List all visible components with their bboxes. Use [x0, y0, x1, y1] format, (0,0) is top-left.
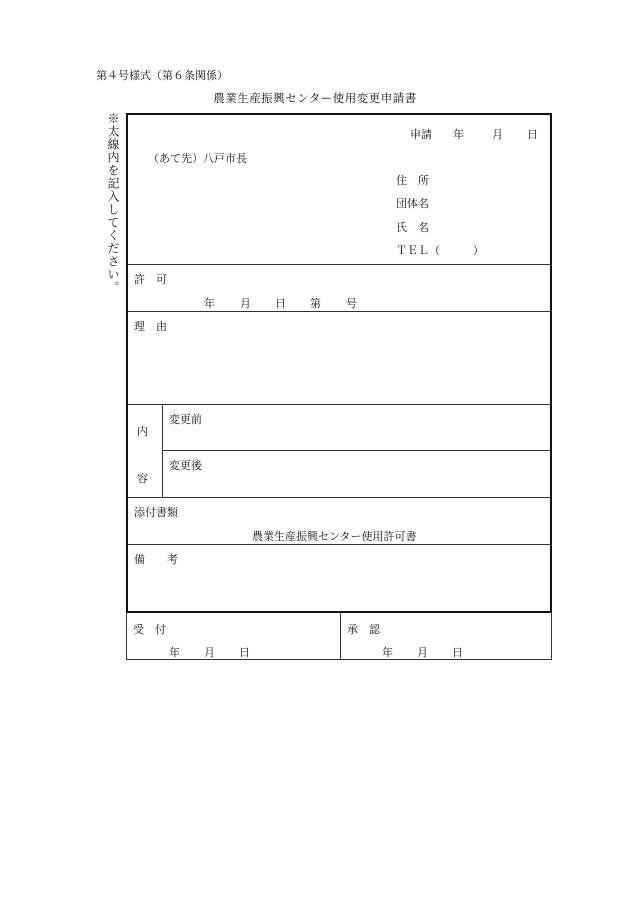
- after-change-label: 変更後: [169, 459, 202, 472]
- divider: [128, 404, 550, 405]
- permit-month-label: 月: [240, 297, 251, 310]
- approval-year-label: 年: [382, 646, 393, 659]
- tel-label: ＴＥＬ（ ）: [396, 244, 484, 257]
- approval-month-label: 月: [417, 646, 428, 659]
- application-month-label: 月: [492, 128, 503, 141]
- group-name-label: 団体名: [396, 197, 429, 210]
- permit-year-label: 年: [204, 297, 215, 310]
- divider: [128, 264, 550, 265]
- received-day-label: 日: [239, 646, 250, 659]
- office-divider-vertical: [340, 613, 341, 659]
- application-day-label: 日: [527, 128, 538, 141]
- received-year-label: 年: [169, 646, 180, 659]
- application-date-label: 申請: [410, 128, 432, 141]
- remarks-label: 備 考: [134, 553, 178, 566]
- approval-day-label: 日: [452, 646, 463, 659]
- address-label: 住 所: [396, 174, 429, 187]
- attachment-item: 農業生産振興センター使用許可書: [252, 530, 417, 543]
- reason-label: 理 由: [134, 320, 167, 333]
- form-number: 第４号様式（第６条関係）: [96, 69, 228, 82]
- approval-label: 承 認: [347, 623, 380, 636]
- permit-day-label: 日: [275, 297, 286, 310]
- side-note: ※太線内を記入してください。: [106, 112, 120, 294]
- divider: [128, 497, 550, 498]
- divider: [162, 450, 550, 451]
- divider: [128, 311, 550, 312]
- content-label-bottom: 容: [137, 472, 148, 485]
- addressee: （あて先）八戸市長: [148, 152, 247, 165]
- before-change-label: 変更前: [169, 413, 202, 426]
- office-use-box: [126, 613, 552, 660]
- form-title: 農業生産振興センター使用変更申請書: [213, 91, 417, 105]
- application-year-label: 年: [453, 128, 464, 141]
- divider: [128, 544, 550, 545]
- permit-number-prefix: 第: [310, 297, 321, 310]
- applicant-name-label: 氏 名: [396, 221, 429, 234]
- attachments-label: 添付書類: [134, 506, 178, 519]
- received-label: 受 付: [133, 623, 166, 636]
- permit-label: 許 可: [134, 273, 167, 286]
- permit-number-suffix: 号: [346, 297, 357, 310]
- form-main-box: [126, 113, 552, 613]
- content-label-top: 内: [137, 425, 148, 438]
- received-month-label: 月: [204, 646, 215, 659]
